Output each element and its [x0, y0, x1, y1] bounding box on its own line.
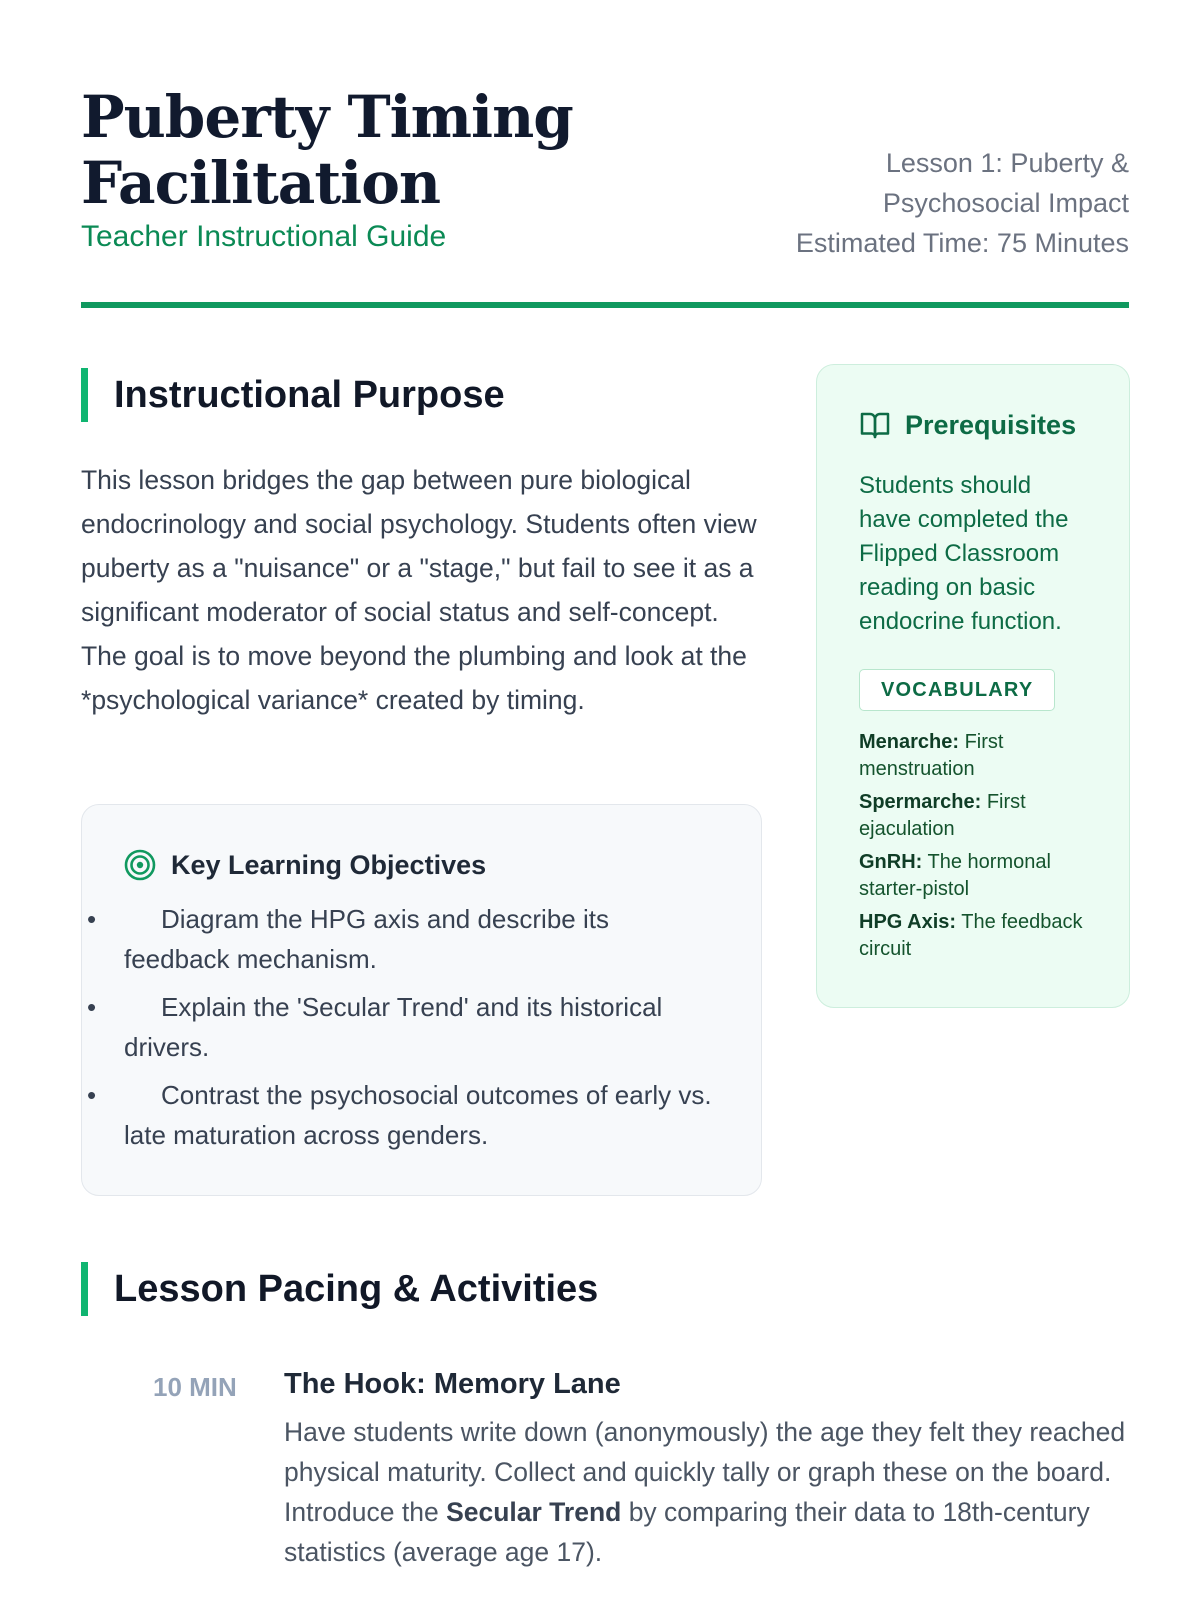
prerequisites-card — [816, 364, 1130, 1008]
vocab-term: Menarche: — [859, 731, 960, 753]
prerequisites-text: Students should have completed the Flipped Classroom reading on basic endocrine function. — [859, 472, 1069, 635]
vocab-term: Spermarche: — [859, 791, 982, 813]
activity-duration: 10 MIN — [153, 1372, 237, 1402]
vocab-definition: First ejaculation — [859, 791, 1026, 840]
header-divider — [81, 302, 1129, 308]
vocab-item — [859, 729, 1089, 783]
lesson-meta-time: Estimated Time: 75 Minutes — [795, 228, 1129, 258]
prerequisites-title: Prerequisites — [905, 409, 1077, 440]
objective-item: • Explain the 'Secular Trend' and its historical drivers. — [124, 987, 721, 1067]
section-heading-pacing: Lesson Pacing & Activities — [81, 1262, 598, 1316]
activity-title: The Hook: Memory Lane — [284, 1368, 621, 1400]
objectives-list — [124, 899, 721, 1155]
vocab-item — [859, 789, 1089, 843]
vocab-item — [859, 849, 1089, 903]
title-line-2: Facilitation — [81, 149, 441, 217]
lesson-meta-line-1: Lesson 1: Puberty & — [885, 148, 1129, 178]
vocabulary-list — [859, 729, 1089, 963]
vocabulary-badge: VOCABULARY — [859, 669, 1055, 711]
vocab-term: HPG Axis: — [859, 911, 957, 933]
document-header — [81, 83, 1129, 258]
page-subtitle: Teacher Instructional Guide — [81, 220, 447, 253]
objective-item: • Contrast the psychosocial outcomes of early vs. late maturation across genders. — [124, 1075, 721, 1155]
target-icon — [124, 849, 156, 881]
activity-desc-bold: Secular Trend — [446, 1497, 622, 1527]
activity-description — [284, 1412, 1129, 1572]
objectives-header — [124, 845, 721, 885]
objective-item: • Diagram the HPG axis and describe its feedback mechanism. — [124, 899, 721, 979]
lesson-meta — [796, 143, 1129, 263]
book-open-icon — [859, 410, 891, 440]
vocab-term: GnRH: — [859, 851, 923, 873]
purpose-paragraph: This lesson bridges the gap between pure biological endocrinology and social psychology. Students often view puberty as a "nuisance" or a "stage," but fail to see it as a significant moderator of social status and self-concept. The goal is to move beyond the plumbing and look at the *psychological variance* created by timing. — [81, 465, 757, 715]
vocab-definition: First menstruation — [859, 731, 1004, 780]
prerequisites-header — [859, 405, 1089, 445]
activity-desc-text: Have students write down (anonymously) the age they felt they reached physical maturity. Collect and quickly tally or graph these on the board. Introduce the — [284, 1417, 1126, 1527]
activity-desc-text-end: by comparing their data to 18th-century statistics (average age 17). — [284, 1497, 1090, 1567]
vocab-definition: The feedback circuit — [859, 911, 1083, 960]
title-line-1: Puberty Timing — [81, 83, 573, 151]
lesson-meta-line-2: Psychosocial Impact — [882, 188, 1129, 218]
section-heading-purpose: Instructional Purpose — [81, 368, 505, 422]
vocab-definition: The hormonal starter-pistol — [859, 851, 1051, 900]
objectives-title: Key Learning Objectives — [171, 849, 487, 880]
objectives-card — [81, 804, 762, 1196]
vocab-item — [859, 909, 1089, 963]
